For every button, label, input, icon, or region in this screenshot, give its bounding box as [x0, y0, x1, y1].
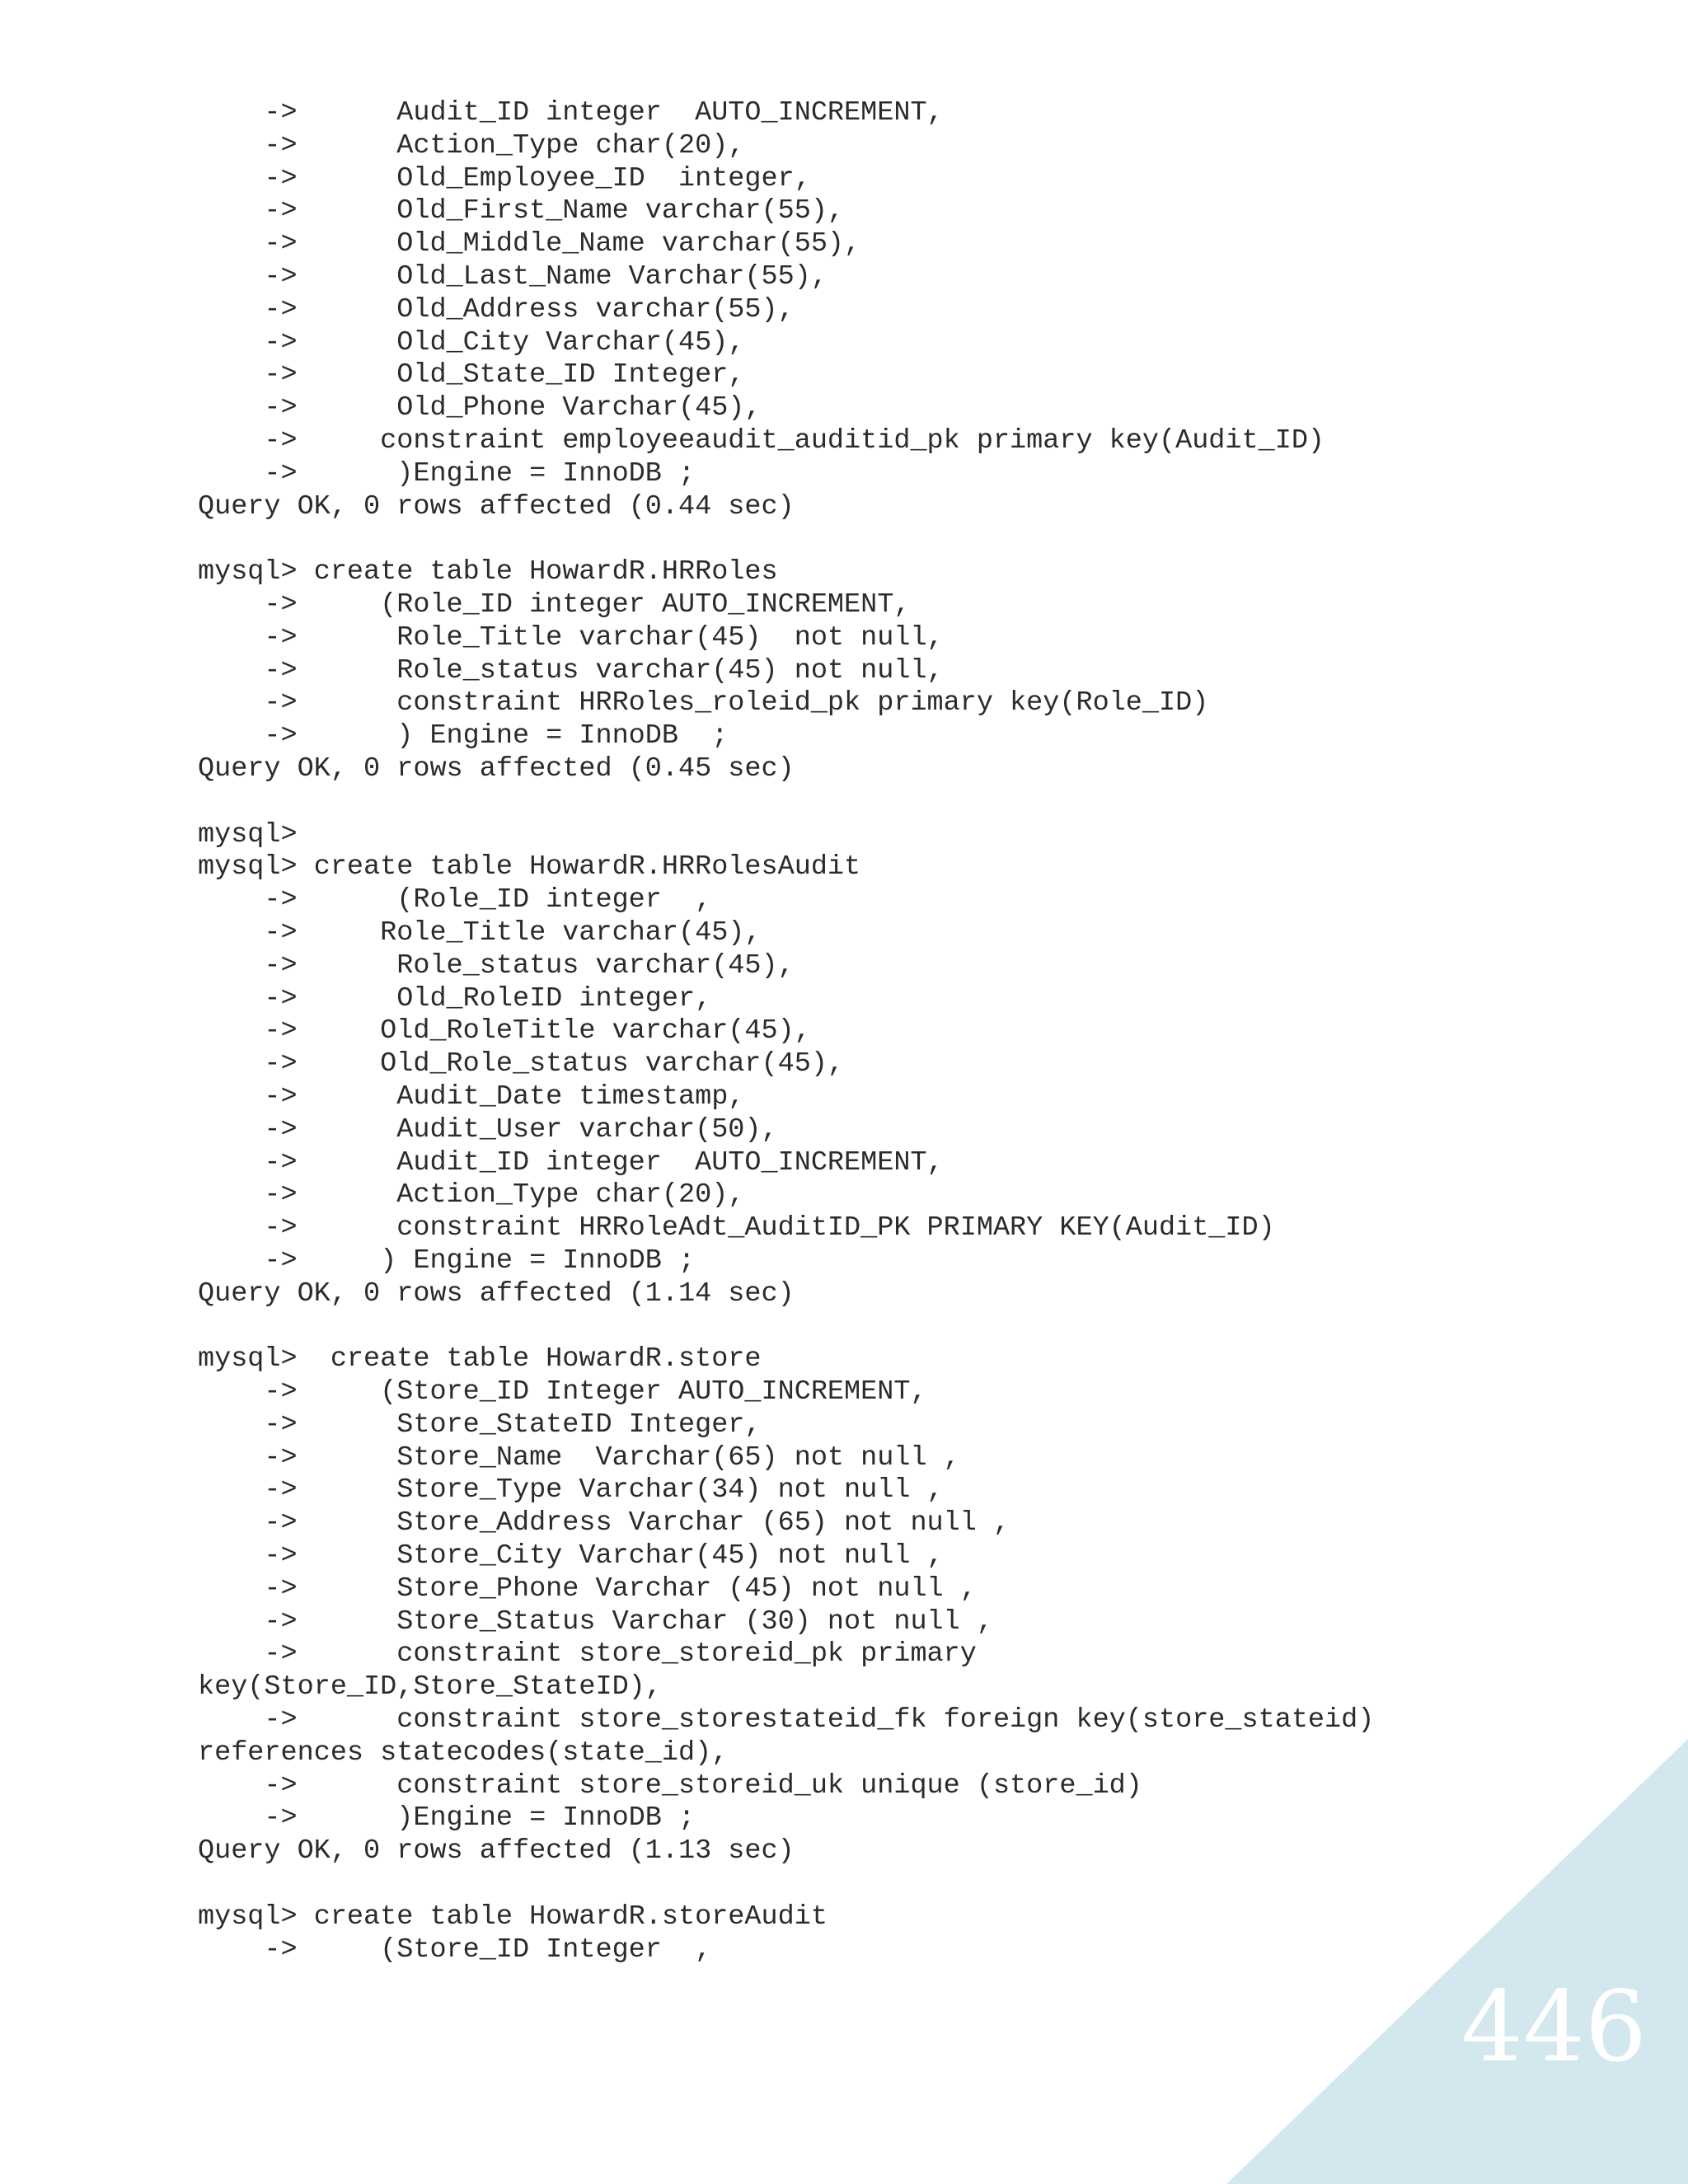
code-line: -> constraint employeeaudit_auditid_pk primary key(Audit_ID) — [198, 424, 1325, 457]
code-line: -> constraint store_storestateid_fk foreign key(store_stateid) — [198, 1704, 1375, 1736]
code-line: -> Role_status varchar(45), — [198, 949, 795, 982]
code-line: -> Audit_User varchar(50), — [198, 1113, 778, 1146]
code-line: -> Old_RoleID integer, — [198, 982, 712, 1015]
code-line: -> Old_City Varchar(45), — [198, 326, 745, 359]
code-line: -> Store_Name Varchar(65) not null , — [198, 1441, 960, 1474]
code-line: mysql> create table HowardR.store — [198, 1343, 762, 1376]
page-number: 446 — [1461, 1970, 1647, 2083]
code-line: -> ) Engine = InnoDB ; — [198, 1244, 696, 1277]
code-line: key(Store_ID,Store_StateID), — [198, 1671, 662, 1704]
code-line: Query OK, 0 rows affected (0.44 sec) — [198, 490, 795, 523]
code-line: -> )Engine = InnoDB ; — [198, 457, 696, 490]
code-line — [198, 1310, 1374, 1343]
code-line: -> Store_Type Varchar(34) not null , — [198, 1474, 944, 1507]
code-line: references statecodes(state_id), — [198, 1736, 729, 1769]
code-line: mysql> create table HowardR.HRRoles — [198, 556, 778, 588]
code-line: -> Action_Type char(20), — [198, 129, 745, 162]
code-line: -> constraint HRRoles_roleid_pk primary key(Role_ID) — [198, 687, 1209, 719]
code-line: -> Store_StateID Integer, — [198, 1408, 762, 1441]
code-line: mysql> create table HowardR.storeAudit — [198, 1900, 828, 1933]
code-line: -> Action_Type char(20), — [198, 1179, 745, 1212]
code-line: -> Store_Status Varchar (30) not null , — [198, 1605, 993, 1638]
code-line: -> Old_Address varchar(55), — [198, 293, 795, 326]
code-line: -> ) Engine = InnoDB ; — [198, 720, 729, 752]
code-line: -> Store_Phone Varchar (45) not null , — [198, 1572, 977, 1605]
code-line: -> (Store_ID Integer AUTO_INCREMENT, — [198, 1376, 927, 1408]
mysql-session-transcript — [198, 97, 1374, 1966]
code-line: -> Old_Phone Varchar(45), — [198, 392, 762, 424]
code-line: Query OK, 0 rows affected (1.13 sec) — [198, 1835, 795, 1868]
code-line: -> (Role_ID integer AUTO_INCREMENT, — [198, 588, 911, 621]
code-line: mysql> — [198, 818, 298, 851]
code-line: -> Role_Title varchar(45) not null, — [198, 621, 944, 654]
code-line: -> Old_Middle_Name varchar(55), — [198, 228, 861, 260]
code-line — [198, 786, 1374, 819]
code-line: -> Old_Role_status varchar(45), — [198, 1048, 845, 1080]
code-line: mysql> create table HowardR.HRRolesAudit — [198, 851, 861, 883]
code-line: -> Audit_ID integer AUTO_INCREMENT, — [198, 1146, 944, 1179]
code-line: Query OK, 0 rows affected (0.45 sec) — [198, 752, 795, 785]
code-line: -> (Role_ID integer , — [198, 884, 712, 916]
code-line: -> constraint HRRoleAdt_AuditID_PK PRIMARY KEY(Audit_ID) — [198, 1212, 1275, 1244]
code-line: -> (Store_ID Integer , — [198, 1933, 712, 1966]
code-line — [198, 1868, 1374, 1901]
code-line: -> )Engine = InnoDB ; — [198, 1802, 696, 1835]
code-line: -> constraint store_storeid_pk primary — [198, 1638, 977, 1671]
code-line: -> Store_Address Varchar (65) not null , — [198, 1507, 1010, 1540]
code-line: -> Old_State_ID Integer, — [198, 359, 745, 391]
code-line: -> Store_City Varchar(45) not null , — [198, 1540, 944, 1572]
code-line: -> Audit_ID integer AUTO_INCREMENT, — [198, 97, 944, 129]
code-line: -> Old_Employee_ID integer, — [198, 162, 811, 194]
code-line: Query OK, 0 rows affected (1.14 sec) — [198, 1277, 795, 1310]
code-line: -> constraint store_storeid_uk unique (store_id) — [198, 1769, 1142, 1802]
code-line: -> Old_RoleTitle varchar(45), — [198, 1015, 811, 1047]
code-line: -> Old_First_Name varchar(55), — [198, 195, 845, 227]
code-line: -> Role_status varchar(45) not null, — [198, 654, 944, 687]
code-line — [198, 523, 1374, 556]
code-line: -> Old_Last_Name Varchar(55), — [198, 260, 828, 293]
code-line: -> Role_Title varchar(45), — [198, 916, 762, 949]
code-line: -> Audit_Date timestamp, — [198, 1080, 745, 1113]
